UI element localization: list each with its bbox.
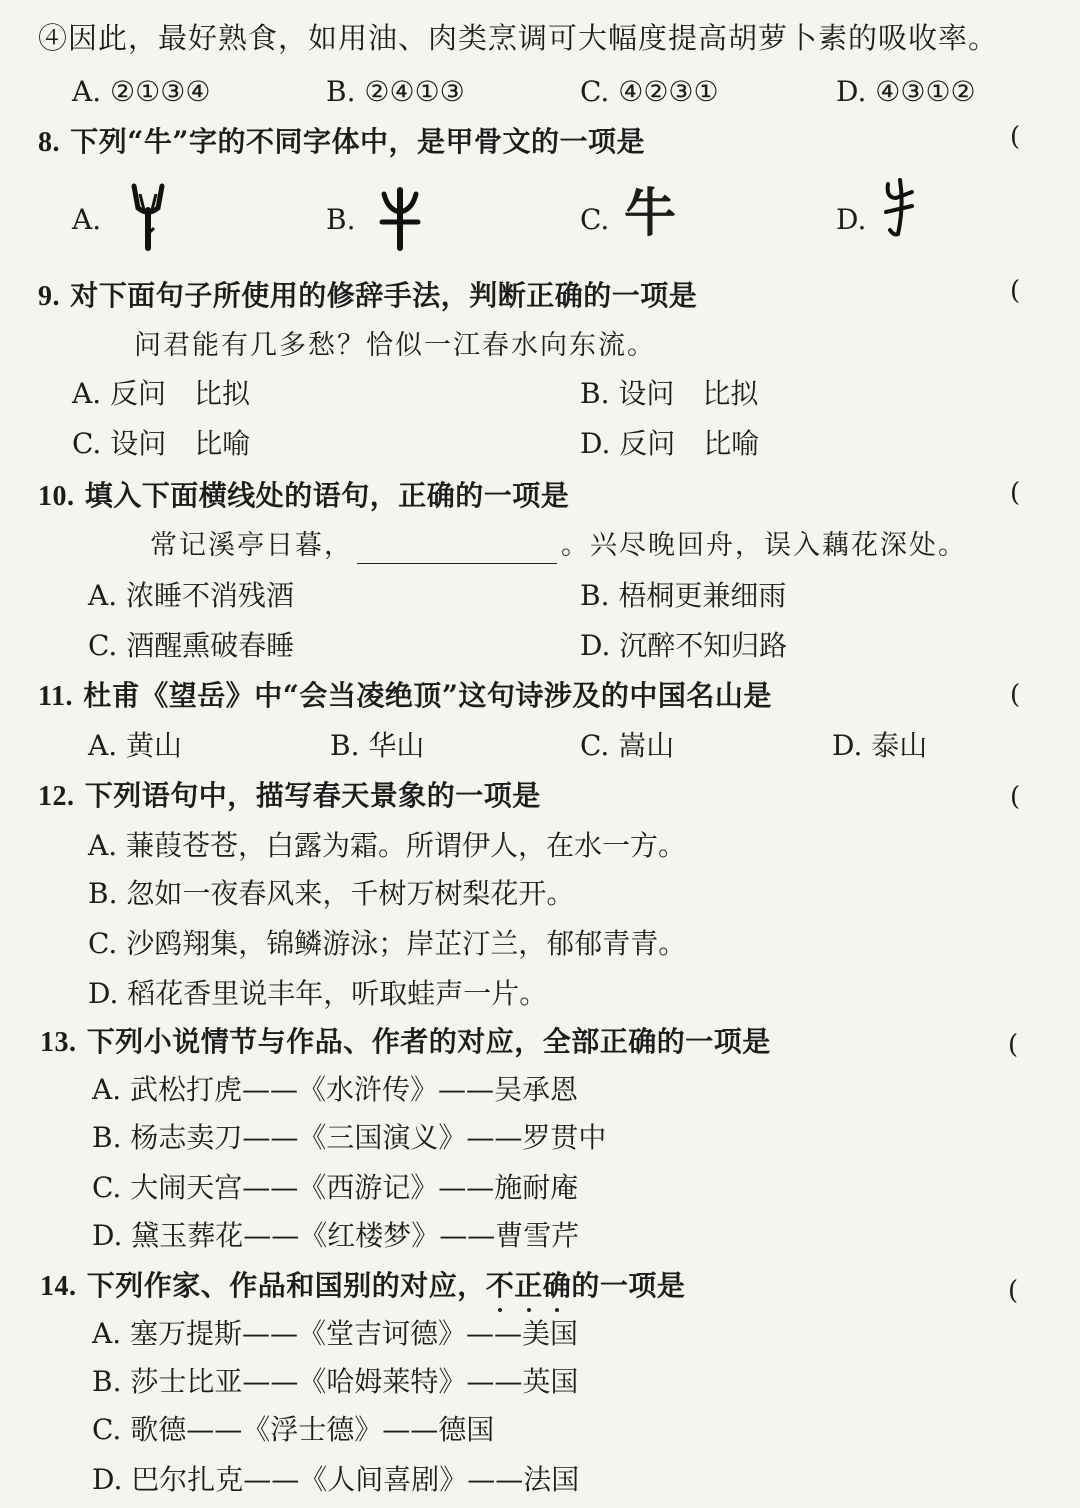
q14-emphasis-char: 正 xyxy=(514,1269,543,1302)
q11-answer-paren[interactable]: ( xyxy=(1010,680,1021,710)
q10-quote-after: 。兴尽晚回舟，误入藕花深处。 xyxy=(561,530,967,561)
q10-option-c[interactable]: C. 酒醒熏破春睡 xyxy=(88,629,295,662)
q10-option-d[interactable]: D. 沉醉不知归路 xyxy=(580,629,788,662)
q13-number: 13. xyxy=(40,1027,77,1058)
q8-option-a[interactable]: A. xyxy=(72,203,102,236)
q9-stem xyxy=(38,278,697,315)
q11-option-c[interactable]: C. 嵩山 xyxy=(580,729,675,762)
q8-option-c[interactable]: C. xyxy=(580,203,610,236)
q14-option-d[interactable]: D. 巴尔扎克——《人间喜剧》——法国 xyxy=(92,1463,580,1496)
q9-option-a[interactable]: A. 反问 比拟 xyxy=(72,377,251,410)
q10-quote-before: 常记溪亭日暮， xyxy=(150,530,353,561)
q13-answer-paren[interactable]: ( xyxy=(1008,1030,1019,1060)
q11-option-d[interactable]: D. 泰山 xyxy=(832,729,928,762)
q10-stem xyxy=(38,478,569,515)
q10-answer-paren[interactable]: ( xyxy=(1010,478,1021,508)
q13-text: 下列小说情节与作品、作者的对应，全部正确的一项是 xyxy=(86,1025,771,1058)
q10-quote xyxy=(150,528,967,564)
q8-number: 8. xyxy=(38,127,60,158)
q11-stem xyxy=(38,678,772,715)
regular-script-ox-glyph: 牛 xyxy=(624,184,677,244)
q7-option-d[interactable]: D. ④③①② xyxy=(836,75,976,108)
q13-option-d[interactable]: D. 黛玉葬花——《红楼梦》——曹雪芹 xyxy=(92,1219,580,1252)
q14-emphasis-char: 确 xyxy=(542,1269,572,1302)
bronze-script-ox-glyph xyxy=(378,184,422,252)
q13-stem xyxy=(40,1024,771,1061)
q7-option-a[interactable]: A. ②①③④ xyxy=(72,75,211,108)
q14-option-b[interactable]: B. 莎士比亚——《哈姆莱特》——英国 xyxy=(92,1365,579,1398)
q11-number: 11. xyxy=(38,681,73,712)
q14-text-before: 下列作家、作品和国别的对应， xyxy=(86,1269,486,1302)
q13-option-b[interactable]: B. 杨志卖刀——《三国演义》——罗贯中 xyxy=(92,1121,607,1154)
q8-answer-paren[interactable]: ( xyxy=(1010,122,1021,152)
q12-option-a[interactable]: A. 蒹葭苍苍，白露为霜。所谓伊人，在水一方。 xyxy=(88,829,687,862)
q8-text: 下列“牛”字的不同字体中，是甲骨文的一项是 xyxy=(70,125,645,158)
q14-emphasis-char: 不 xyxy=(485,1269,515,1302)
q12-option-d[interactable]: D. 稻花香里说丰年，听取蛙声一片。 xyxy=(88,977,548,1010)
q14-answer-paren[interactable]: ( xyxy=(1008,1276,1019,1306)
q14-text-after: 的一项是 xyxy=(571,1269,686,1302)
q13-option-a[interactable]: A. 武松打虎——《水浒传》——吴承恩 xyxy=(92,1073,579,1106)
q9-option-b[interactable]: B. 设问 比拟 xyxy=(580,377,759,410)
q9-option-d[interactable]: D. 反问 比喻 xyxy=(580,427,760,460)
q13-option-c[interactable]: C. 大闹天宫——《西游记》——施耐庵 xyxy=(92,1171,579,1204)
q12-option-c[interactable]: C. 沙鸥翔集，锦鳞游泳；岸芷汀兰，郁郁青青。 xyxy=(88,927,687,960)
q12-stem xyxy=(38,778,541,815)
q9-option-c[interactable]: C. 设问 比喻 xyxy=(72,427,251,460)
q11-text: 杜甫《望岳》中“会当凌绝顶”这句诗涉及的中国名山是 xyxy=(83,679,772,712)
oracle-bone-ox-glyph xyxy=(128,180,168,252)
q12-option-b[interactable]: B. 忽如一夜春风来，千树万树梨花开。 xyxy=(88,877,575,910)
cursive-script-ox-glyph xyxy=(878,176,918,238)
q9-answer-paren[interactable]: ( xyxy=(1010,276,1021,306)
q14-option-c[interactable]: C. 歌德——《浮士德》——德国 xyxy=(92,1413,495,1446)
q7-statement: ④因此，最好熟食，如用油、肉类烹调可大幅度提高胡萝卜素的吸收率。 xyxy=(38,21,999,55)
q7-option-c[interactable]: C. ④②③① xyxy=(580,75,719,108)
q9-quote: 问君能有几多愁？恰似一江春水向东流。 xyxy=(134,330,656,361)
q12-number: 12. xyxy=(38,781,75,812)
q9-number: 9. xyxy=(38,281,60,312)
q12-answer-paren[interactable]: ( xyxy=(1010,782,1021,812)
q10-number: 10. xyxy=(38,481,75,512)
q14-option-a[interactable]: A. 塞万提斯——《堂吉诃德》——美国 xyxy=(92,1317,579,1350)
q10-fill-blank[interactable] xyxy=(357,537,557,564)
q8-option-b[interactable]: B. xyxy=(326,203,356,236)
q10-option-a[interactable]: A. 浓睡不消残酒 xyxy=(88,579,295,612)
q10-text: 填入下面横线处的语句，正确的一项是 xyxy=(84,479,570,512)
q12-text: 下列语句中，描写春天景象的一项是 xyxy=(84,779,541,812)
q10-option-b[interactable]: B. 梧桐更兼细雨 xyxy=(580,579,787,612)
q11-option-b[interactable]: B. 华山 xyxy=(330,729,425,762)
q9-text: 对下面句子所使用的修辞手法，判断正确的一项是 xyxy=(70,279,698,312)
q8-stem xyxy=(38,124,645,161)
show-through-1 xyxy=(700,140,708,168)
q14-number: 14. xyxy=(40,1271,77,1302)
q8-option-d[interactable]: D. xyxy=(836,203,867,236)
q14-stem xyxy=(40,1268,685,1305)
q11-option-a[interactable]: A. 黄山 xyxy=(88,729,183,762)
q7-option-b[interactable]: B. ②④①③ xyxy=(326,75,465,108)
